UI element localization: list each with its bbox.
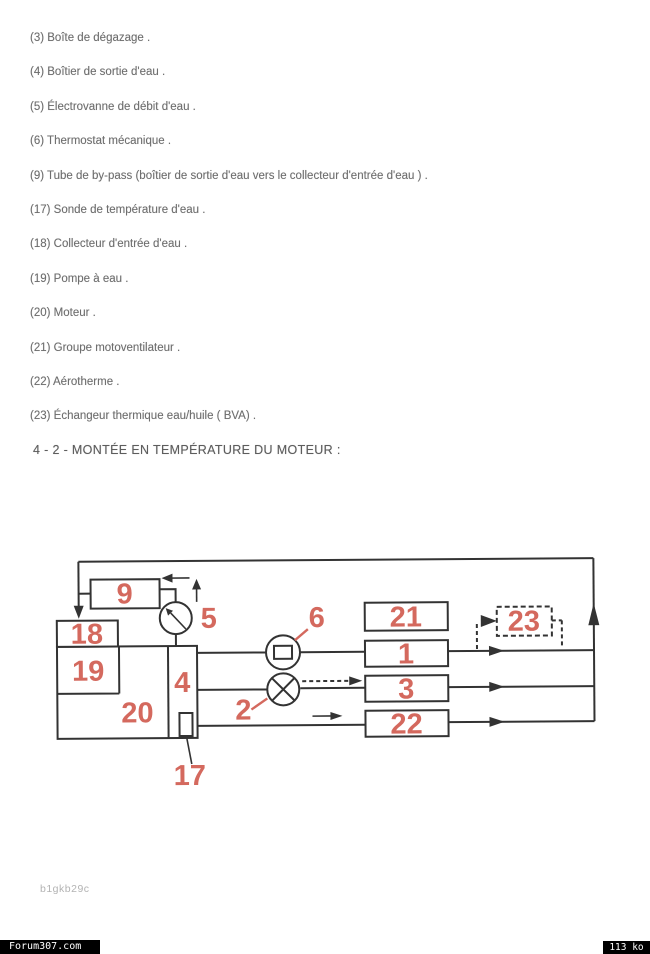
parts-list <box>30 21 630 434</box>
parts-list-item: (5) Électrovanne de débit d'eau . <box>30 100 196 113</box>
parts-list-item: (4) Boîtier de sortie d'eau . <box>30 66 166 79</box>
footer-site-badge: Forum307.com <box>0 940 100 954</box>
diagram-label-22: 22 <box>390 708 423 741</box>
parts-list-item: (20) Moteur . <box>30 307 96 320</box>
diagram-label-3: 3 <box>398 673 415 706</box>
right-arrow-icon <box>330 712 342 720</box>
up-arrow-icon <box>192 579 201 590</box>
left-arrow-icon <box>161 574 172 583</box>
diagram-label-4: 4 <box>174 666 191 700</box>
fan-box-21 <box>365 601 448 634</box>
diagram-label-17: 17 <box>173 759 207 793</box>
right-arrow-icon <box>481 615 497 627</box>
oil-exchanger-23 <box>477 605 562 649</box>
parts-list-item: (18) Collecteur d'entrée d'eau . <box>30 238 188 251</box>
down-arrow-icon <box>74 606 84 619</box>
diagram-label-18: 18 <box>70 618 104 651</box>
diagram-label-1: 1 <box>397 638 415 671</box>
right-arrow-icon <box>489 646 504 656</box>
right-arrow-icon <box>349 676 362 685</box>
right-arrow-icon <box>489 717 504 727</box>
diagram-label-19: 19 <box>71 655 105 688</box>
diagram-label-6: 6 <box>308 602 325 635</box>
footer-size-badge: 113 ko <box>603 941 650 954</box>
parts-list-item: (22) Aérotherme . <box>30 375 120 388</box>
section-heading: 4 - 2 - MONTÉE EN TEMPÉRATURE DU MOTEUR : <box>33 443 341 457</box>
parts-list-item: (23) Échangeur thermique eau/huile ( BVA) . <box>30 410 257 423</box>
watermark-text: b1gkb29c <box>40 883 90 895</box>
diagram-label-20: 20 <box>121 697 154 730</box>
parts-list-item: (21) Groupe motoventilateur . <box>30 341 181 354</box>
diagram-label-5: 5 <box>200 602 217 635</box>
parts-list-item: (19) Pompe à eau . <box>30 272 129 285</box>
diagram-label-21: 21 <box>389 601 423 634</box>
parts-list-item: (6) Thermostat mécanique . <box>30 135 172 148</box>
right-arrow-icon <box>489 682 504 692</box>
gauge-valve-5 <box>160 579 218 646</box>
cooling-circuit-diagram <box>0 545 650 800</box>
parts-list-item: (3) Boîte de dégazage . <box>30 32 151 44</box>
parts-list-item: (17) Sonde de température d'eau . <box>30 203 206 216</box>
diagram-label-9: 9 <box>116 578 133 611</box>
up-arrow-icon <box>588 603 599 625</box>
parts-list-item: (9) Tube de by-pass (boîtier de sortie d'eau vers le collecteur d'entrée d'eau ) . <box>30 169 428 182</box>
circuit-line-3 <box>197 707 594 742</box>
diagram-label-23: 23 <box>507 605 541 638</box>
diagram-label-2: 2 <box>235 694 252 727</box>
